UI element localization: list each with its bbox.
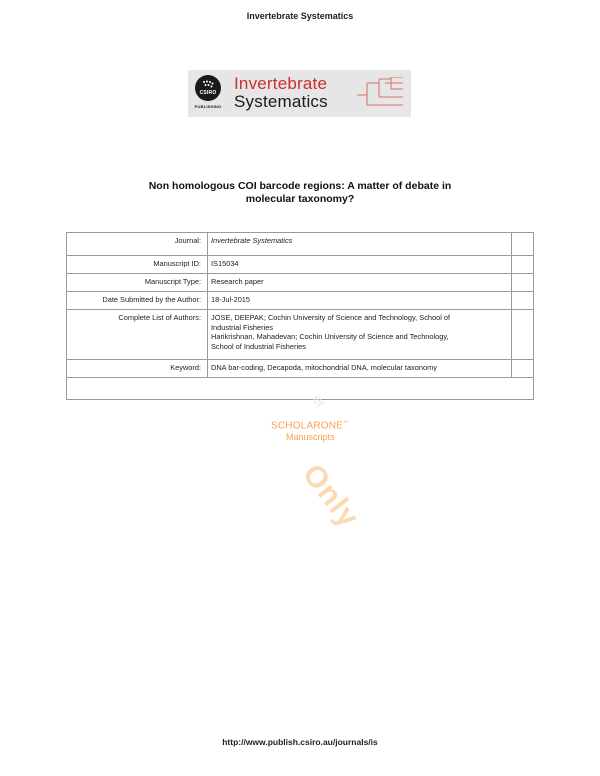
row-keyword (67, 360, 533, 378)
csiro-badge-icon (195, 75, 221, 101)
csiro-badge-text: CSIRO (199, 90, 217, 96)
footer-url[interactable]: http://www.publish.csiro.au/journals/is (222, 737, 378, 747)
row-manuscript-type (67, 274, 533, 292)
manuscript-id-value: IS15034 (207, 256, 512, 273)
logo-title-line1: Invertebrate (234, 74, 328, 93)
manuscript-type-value: Research paper (207, 274, 512, 291)
scholarone-manuscripts: Manuscripts (286, 432, 335, 442)
paper-title-line2: molecular taxonomy? (245, 193, 355, 205)
keyword-label: Keyword: (170, 363, 201, 372)
date-submitted-value: 18-Jul-2015 (207, 292, 512, 309)
author-line: School of Industrial Fisheries (211, 341, 306, 351)
logo-title-line2: Systematics (234, 92, 328, 111)
author-line: Harikrishnan, Mahadevan; Cochin University of Science and Technology, (211, 332, 449, 341)
manuscript-type-label: Manuscript Type: (144, 277, 201, 286)
paper-title-line1: Non homologous COI barcode regions: A matter of debate in (148, 180, 452, 192)
date-submitted-label: Date Submitted by the Author: (102, 295, 201, 304)
journal-label: Journal: (174, 236, 201, 245)
row-journal (67, 233, 533, 256)
row-manuscript-id (67, 256, 533, 274)
manuscript-metadata-table (66, 232, 534, 400)
author-line: Industrial Fisheries (211, 322, 274, 332)
watermark-fragment: er (309, 391, 330, 411)
row-date-submitted (67, 292, 533, 310)
journal-value: Invertebrate Systematics (207, 233, 512, 255)
journal-logo (188, 70, 411, 117)
watermark-text: Only (295, 458, 366, 535)
scholarone-logo (271, 420, 348, 431)
trademark-symbol: ™ (343, 420, 349, 426)
authors-value (207, 310, 512, 359)
keyword-value: DNA bar-coding, Decapoda, mitochondrial DNA, molecular taxonomy (207, 360, 512, 377)
scholarone-brand: SCHOLARONE (271, 420, 344, 432)
csiro-dots-icon (202, 80, 214, 89)
author-line: JOSE, DEEPAK; Cochin University of Science and Technology, School of (211, 313, 451, 322)
paper-title (100, 180, 500, 206)
manuscript-id-label: Manuscript ID: (153, 259, 201, 268)
row-authors (67, 310, 533, 360)
publishing-label: PUBLISHING (194, 104, 222, 109)
cladogram-icon (357, 77, 405, 109)
running-header: Invertebrate Systematics (246, 11, 354, 21)
authors-label: Complete List of Authors: (118, 313, 201, 322)
